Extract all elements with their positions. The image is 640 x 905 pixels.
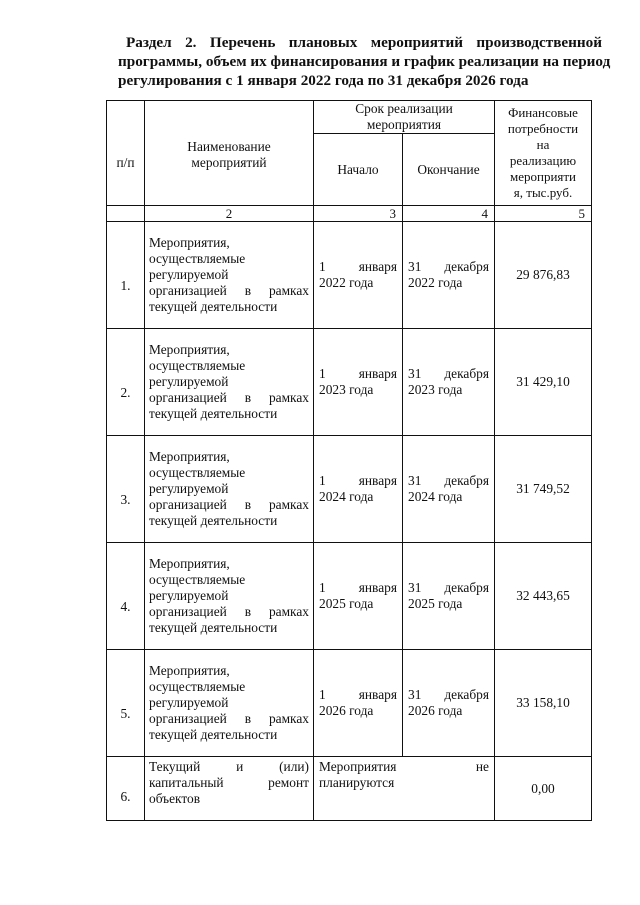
row-name-line: регулируемой bbox=[149, 267, 229, 282]
heading-line-2: программы, объем их финансирования и график реализации на период bbox=[118, 53, 611, 70]
row-name-line: регулируемой bbox=[149, 695, 229, 710]
row-name-line: Мероприятия, bbox=[149, 342, 230, 357]
row-start-line-2: 2025 года bbox=[319, 596, 374, 611]
heading-line-3: регулирования с 1 января 2022 года по 31 декабря 2026 года bbox=[118, 72, 529, 89]
row-number: 6. bbox=[107, 757, 145, 821]
row-start-line-1: 1 января bbox=[319, 473, 397, 488]
row-name-line: Мероприятия, bbox=[149, 449, 230, 464]
header-fin-line: мероприяти bbox=[509, 169, 577, 184]
row-name-line: осуществляемые bbox=[149, 358, 246, 373]
table-row-last bbox=[107, 757, 592, 821]
row-name-line: регулируемой bbox=[149, 374, 229, 389]
row-name-line: организацией в рамках bbox=[149, 283, 309, 298]
row-name-line: текущей деятельности bbox=[149, 620, 278, 635]
row-end-line-1: 31 декабря bbox=[408, 687, 489, 702]
table-row bbox=[107, 650, 592, 757]
row-end-line-2: 2023 года bbox=[408, 382, 463, 397]
row-name-line: организацией в рамках bbox=[149, 711, 309, 726]
row-name-line: Текущий и (или) bbox=[149, 759, 309, 774]
row-name-line: текущей деятельности bbox=[149, 727, 278, 742]
index-cell bbox=[107, 206, 145, 222]
row-name-line: осуществляемые bbox=[149, 572, 246, 587]
plan-table bbox=[106, 100, 592, 821]
row-name-line: осуществляемые bbox=[149, 251, 246, 266]
row-end-line-2: 2026 года bbox=[408, 703, 463, 718]
row-number: 3. bbox=[107, 436, 145, 543]
index-cell: 5 bbox=[495, 206, 592, 222]
table-row bbox=[107, 329, 592, 436]
row-name-line: Мероприятия, bbox=[149, 556, 230, 571]
row-amount: 29 876,83 bbox=[495, 222, 592, 329]
row-end-line-1: 31 декабря bbox=[408, 580, 489, 595]
header-finance bbox=[495, 101, 592, 206]
header-end bbox=[403, 134, 495, 206]
row-end-line-2: 2025 года bbox=[408, 596, 463, 611]
row-name-line: организацией в рамках bbox=[149, 497, 309, 512]
row-name-line: капитальный ремонт bbox=[149, 775, 309, 790]
row-amount: 31 429,10 bbox=[495, 329, 592, 436]
row-merged-note bbox=[314, 757, 495, 821]
header-fin-line: я, тыс.руб. bbox=[513, 185, 573, 200]
row-name-line: текущей деятельности bbox=[149, 406, 278, 421]
row-start bbox=[314, 436, 403, 543]
row-start-line-1: 1 января bbox=[319, 687, 397, 702]
heading-line-1: Раздел 2. Перечень плановых мероприятий производственной bbox=[126, 34, 602, 51]
row-end-line-1: 31 декабря bbox=[408, 259, 489, 274]
row-end-line-2: 2024 года bbox=[408, 489, 463, 504]
header-fin-line: Финансовые bbox=[508, 105, 578, 120]
row-name-line: Мероприятия, bbox=[149, 663, 230, 678]
table-row bbox=[107, 436, 592, 543]
merged-note-line-1: Мероприятия не bbox=[319, 759, 489, 774]
header-name-line-2: мероприятий bbox=[191, 155, 267, 170]
row-start-line-1: 1 января bbox=[319, 366, 397, 381]
index-row bbox=[107, 206, 592, 222]
header-fin-line: реализацию bbox=[509, 153, 577, 168]
index-cell: 4 bbox=[403, 206, 495, 222]
row-end bbox=[403, 543, 495, 650]
header-row-1 bbox=[107, 101, 592, 134]
row-name-line: организацией в рамках bbox=[149, 390, 309, 405]
row-start bbox=[314, 222, 403, 329]
header-fin-line: на bbox=[536, 137, 550, 152]
row-number: 5. bbox=[107, 650, 145, 757]
row-name-line: Мероприятия, bbox=[149, 235, 230, 250]
row-number: 2. bbox=[107, 329, 145, 436]
header-name bbox=[145, 101, 314, 206]
header-term bbox=[314, 101, 495, 134]
row-amount: 33 158,10 bbox=[495, 650, 592, 757]
row-name bbox=[145, 222, 314, 329]
row-amount: 31 749,52 bbox=[495, 436, 592, 543]
row-name-line: регулируемой bbox=[149, 588, 229, 603]
row-start bbox=[314, 650, 403, 757]
header-term-line-1: Срок реализации bbox=[355, 101, 453, 116]
row-name bbox=[145, 436, 314, 543]
row-start-line-2: 2024 года bbox=[319, 489, 374, 504]
row-start-line-1: 1 января bbox=[319, 580, 397, 595]
table-row bbox=[107, 543, 592, 650]
row-end bbox=[403, 222, 495, 329]
row-name bbox=[145, 543, 314, 650]
row-amount: 0,00 bbox=[495, 757, 592, 821]
header-start bbox=[314, 134, 403, 206]
row-end bbox=[403, 436, 495, 543]
row-name bbox=[145, 329, 314, 436]
row-name-line: осуществляемые bbox=[149, 679, 246, 694]
index-cell: 2 bbox=[145, 206, 314, 222]
header-fin-line: потребности bbox=[507, 121, 579, 136]
row-end-line-2: 2022 года bbox=[408, 275, 463, 290]
row-start-line-1: 1 января bbox=[319, 259, 397, 274]
row-number: 1. bbox=[107, 222, 145, 329]
row-name bbox=[145, 757, 314, 821]
row-start bbox=[314, 329, 403, 436]
row-end-line-1: 31 декабря bbox=[408, 366, 489, 381]
merged-note-line-2: планируются bbox=[319, 775, 395, 790]
row-amount: 32 443,65 bbox=[495, 543, 592, 650]
row-name-line: организацией в рамках bbox=[149, 604, 309, 619]
index-cell: 3 bbox=[314, 206, 403, 222]
row-name-line: осуществляемые bbox=[149, 465, 246, 480]
row-name-line: текущей деятельности bbox=[149, 299, 278, 314]
row-name-line: объектов bbox=[149, 791, 201, 806]
row-name-line: текущей деятельности bbox=[149, 513, 278, 528]
row-number: 4. bbox=[107, 543, 145, 650]
header-num-text: п/п bbox=[116, 155, 135, 170]
header-num bbox=[107, 101, 145, 206]
header-start-text: Начало bbox=[337, 161, 379, 177]
row-start-line-2: 2026 года bbox=[319, 703, 374, 718]
row-start-line-2: 2022 года bbox=[319, 275, 374, 290]
row-name bbox=[145, 650, 314, 757]
row-start-line-2: 2023 года bbox=[319, 382, 374, 397]
header-name-line-1: Наименование bbox=[187, 139, 271, 154]
header-end-text: Окончание bbox=[417, 161, 480, 177]
section-heading bbox=[118, 33, 611, 90]
row-end bbox=[403, 650, 495, 757]
row-end bbox=[403, 329, 495, 436]
table-row bbox=[107, 222, 592, 329]
row-name-line: регулируемой bbox=[149, 481, 229, 496]
header-term-line-2: мероприятия bbox=[366, 117, 442, 132]
row-end-line-1: 31 декабря bbox=[408, 473, 489, 488]
row-start bbox=[314, 543, 403, 650]
